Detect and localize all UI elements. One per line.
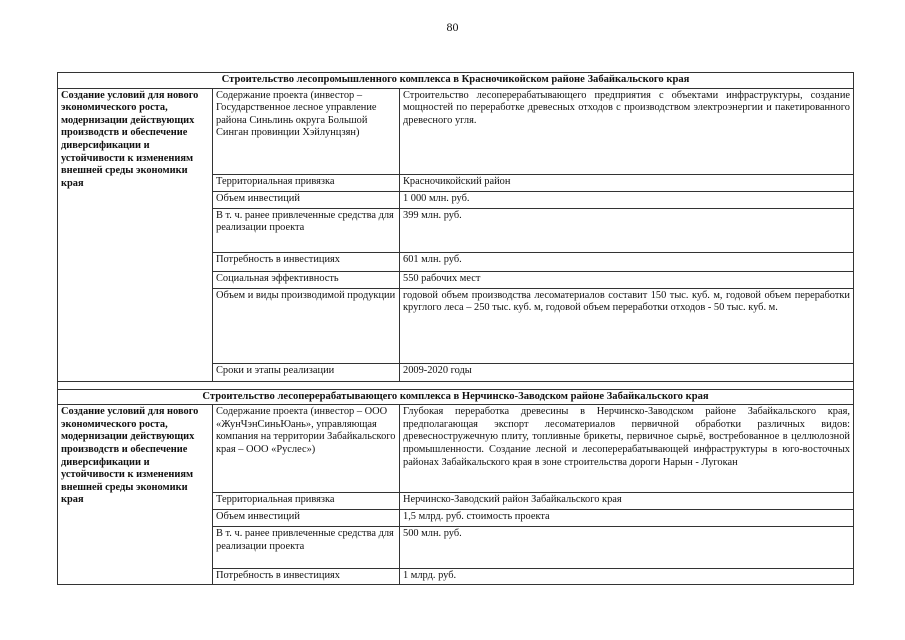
section-spacer: [58, 381, 854, 389]
row-label: Территориальная привязка: [213, 493, 400, 510]
row-label: Сроки и этапы реализации: [213, 363, 400, 381]
row-label: Потребность в инвестициях: [213, 569, 400, 585]
goal-cell: Создание условий для нового экономического роста, модернизации действующих производств и обеспечение диверсификации и устойчивости к изменениям внешней среды экономики края: [58, 88, 213, 381]
row-label: Содержание проекта (инвестор – Государственное лесное управление района Синьлинь округа Большой Синган провинции Хэйлунцзян): [213, 88, 400, 174]
row-label: Социальная эффективность: [213, 271, 400, 288]
row-label: Содержание проекта (инвестор – ООО «ЖунЧэнСиньЮань», управляющая компания на территории Забайкальского края – ООО «Руслес»): [213, 405, 400, 493]
row-value: Строительство лесоперерабатывающего предприятия с объектами инфраструктуры, создание мощностей по переработке древесных отходов с производством электроэнергии и пакетированного древесного угля.: [400, 88, 854, 174]
page-number: 80: [446, 20, 459, 34]
row-value: 550 рабочих мест: [400, 271, 854, 288]
row-value: 399 млн. руб.: [400, 208, 854, 252]
row-value: 1 млрд. руб.: [400, 569, 854, 585]
row-label: Объем инвестиций: [213, 191, 400, 208]
row-label: В т. ч. ранее привлеченные средства для реализации проекта: [213, 208, 400, 252]
investment-projects-table: [57, 72, 854, 585]
row-label: Потребность в инвестициях: [213, 252, 400, 271]
table-row: [58, 88, 854, 174]
table-row: [58, 405, 854, 493]
row-value: Красночикойский район: [400, 174, 854, 191]
row-value: 2009-2020 годы: [400, 363, 854, 381]
row-value: 1 000 млн. руб.: [400, 191, 854, 208]
row-value: Глубокая переработка древесины в Нерчинско-Заводском районе Забайкальского края, предполагающая экспорт лесоматериалов первичной обработки различных видов: древесностружечную плиту, топливные брикеты, первичное сырьё, востребованное в целлюлозной промышленности. Создание лесной и лесоперерабатывающей инфраструктуры в юго-восточных районах Забайкальского края в зоне строительства дороги Нарын - Лугокан: [400, 405, 854, 493]
row-value: 1,5 млрд. руб. стоимость проекта: [400, 510, 854, 527]
row-label: В т. ч. ранее привлеченные средства для реализации проекта: [213, 527, 400, 569]
section-title-row: [58, 389, 854, 405]
row-value: 500 млн. руб.: [400, 527, 854, 569]
row-label: Территориальная привязка: [213, 174, 400, 191]
section-title: Строительство лесопромышленного комплекса в Красночикойском районе Забайкальского края: [58, 73, 854, 89]
row-label: Объем инвестиций: [213, 510, 400, 527]
goal-cell: Создание условий для нового экономического роста, модернизации действующих производств и обеспечение диверсификации и устойчивости к изменениям внешней среды экономики края: [58, 405, 213, 585]
row-value: годовой объем производства лесоматериалов составит 150 тыс. куб. м, годовой объем переработки круглого леса – 250 тыс. куб. м, годовой объем переработки отходов - 50 тыс. куб. м.: [400, 288, 854, 363]
row-value: 601 млн. руб.: [400, 252, 854, 271]
section-title: Строительство лесоперерабатывающего комплекса в Нерчинско-Заводском районе Забайкальского края: [58, 389, 854, 405]
row-value: Нерчинско-Заводский район Забайкальского края: [400, 493, 854, 510]
section-title-row: [58, 73, 854, 89]
row-label: Объем и виды производимой продукции: [213, 288, 400, 363]
